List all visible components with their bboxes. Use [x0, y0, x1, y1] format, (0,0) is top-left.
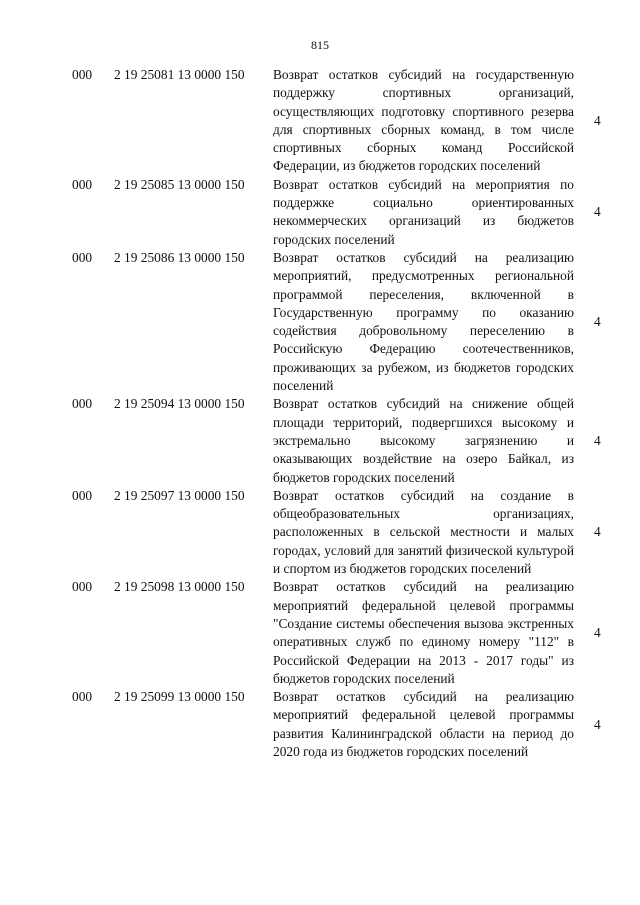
page-number: 815	[311, 38, 329, 52]
budget-code-table	[0, 66, 640, 761]
income-description-cell: Возврат остатков субсидий на реализацию мероприятий федеральной целевой программы развития Калининградской области на период до 2020 года из бюджетов городских поселений	[273, 689, 574, 759]
admin-code-cell: 000	[72, 67, 93, 82]
budget-classification-code-cell: 2 19 25085 13 0000 150	[114, 176, 245, 192]
income-description-cell: Возврат остатков субсидий на создание в общеобразовательных организациях, расположенных в сельской местности и малых городах, условий для занятий физической культурой и спортом из бюджетов городских поселений	[273, 487, 574, 577]
norm-cell: 4	[594, 204, 601, 220]
norm-cell: 4	[594, 625, 601, 641]
income-description-cell: Возврат остатков субсидий на реализацию мероприятий, предусмотренных региональной программой переселения, включенной в Государственную программу по оказанию содействия добровольному переселению в Российскую Федерацию соотечественников, проживающих за рубежом, из бюджетов городских поселений	[273, 249, 574, 394]
admin-code-cell: 000	[72, 689, 93, 705]
admin-code-cell: 000	[72, 176, 93, 192]
income-description-cell: Возврат остатков субсидий на снижение общей площади территорий, подвергшихся высокому и экстремально высокому загрязнению и оказывающих воздействие на озеро Байкал, из бюджетов городских поселений	[273, 396, 574, 485]
budget-classification-code-cell: 2 19 25099 13 0000 150	[114, 689, 245, 705]
norm-cell: 4	[594, 314, 601, 329]
admin-code-cell: 000	[72, 249, 93, 265]
income-description-cell: Возврат остатков субсидий на реализацию мероприятий федеральной целевой программы "Создание системы обеспечения вызова экстренных оперативных служб по единому номеру "112" в Российской Федерации на 2013 - 2017 годы" из бюджетов городских поселений	[273, 579, 574, 686]
budget-classification-code-cell: 2 19 25086 13 0000 150	[114, 249, 245, 265]
norm-cell: 4	[594, 432, 601, 448]
budget-classification-code-cell: 2 19 25097 13 0000 150	[114, 487, 245, 503]
norm-cell: 4	[594, 112, 601, 128]
budget-classification-code-cell: 2 19 25081 13 0000 150	[114, 67, 245, 82]
admin-code-cell: 000	[72, 396, 93, 412]
norm-cell: 4	[594, 716, 601, 732]
table-row	[0, 578, 640, 688]
table-row	[0, 395, 640, 486]
table-row	[0, 688, 640, 761]
budget-classification-code-cell: 2 19 25094 13 0000 150	[114, 396, 245, 412]
table-row	[0, 249, 640, 395]
admin-code-cell: 000	[72, 487, 93, 503]
table-row	[0, 66, 640, 176]
income-description-cell: Возврат остатков субсидий на государственную поддержку спортивных организаций, осуществляющих подготовку спортивного резерва для спортивных сборных команд, в том числе спортивных сборных команд Российской Федерации, из бюджетов городских поселений	[273, 67, 574, 174]
income-description-cell: Возврат остатков субсидий на мероприятия по поддержке социально ориентированных некоммерческих организаций из бюджетов городских поселений	[273, 176, 574, 247]
table-row	[0, 487, 640, 578]
admin-code-cell: 000	[72, 579, 93, 595]
budget-classification-code-cell: 2 19 25098 13 0000 150	[114, 579, 245, 595]
table-row	[0, 176, 640, 249]
norm-cell: 4	[594, 524, 601, 540]
